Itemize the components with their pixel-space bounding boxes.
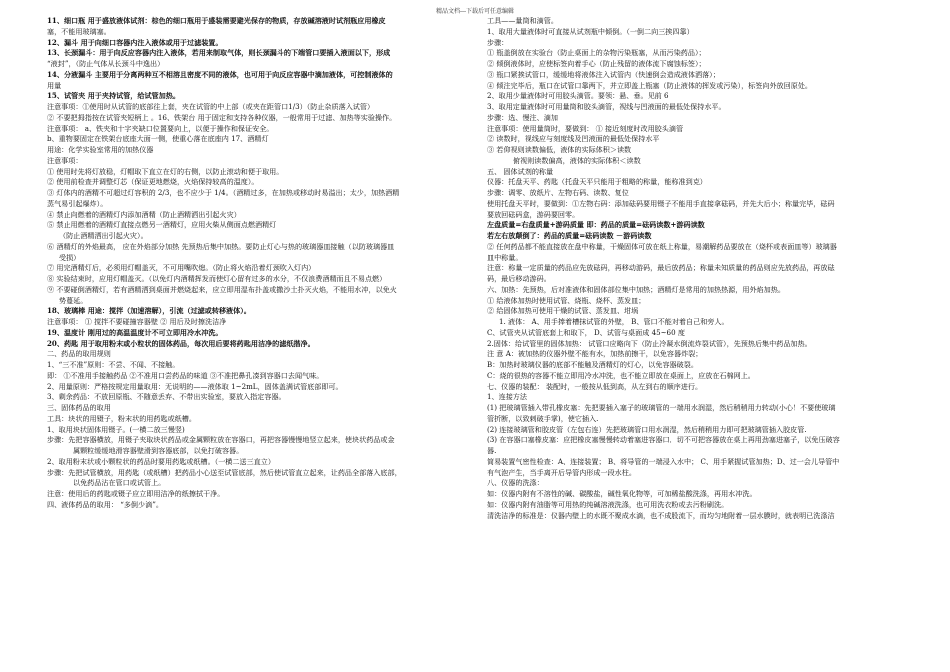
left-text-line: ④ 禁止向燃着的酒精灯内添加酒精（防止酒精洒出引起火灾） bbox=[47, 209, 241, 219]
left-text-line: 12、漏斗 用于向细口容器内注入液体或用于过滤装置。 bbox=[47, 37, 223, 47]
page-header: 精品文档---下载后可任意编辑 bbox=[435, 8, 515, 15]
right-text-line: 器. bbox=[487, 446, 497, 455]
right-text-line: C、试管夹从试管底套上和取下， D、试管与桌面成 45~60 度 bbox=[487, 327, 685, 337]
right-text-line: ② 任何药品都不能直接放在盘中称量，干燥固体可放在纸上称量，易潮解药品要放在（烧杯或表面皿等）玻璃器 bbox=[487, 241, 837, 251]
left-text-line: （防止酒精洒出引起火灾）。 bbox=[59, 231, 148, 240]
left-text-line: 注意事项：①使用时从试管的底部往上套，夹在试管的中上部（或夹在距管口1/3）（防止杂质落入试管） bbox=[47, 102, 375, 111]
right-column bbox=[487, 16, 907, 521]
right-text-line: 1、连接方法 bbox=[487, 392, 527, 402]
left-text-line: 1、“三不准”原则：不尝、不闻、不接触。 bbox=[47, 360, 180, 369]
left-text-line: 15、试管夹 用于夹持试管，给试管加热。 bbox=[47, 91, 180, 101]
left-text-line: ② 使用前检查并调整灯芯（保证更地燃烧，火焰保持较高的温度）。 bbox=[47, 177, 259, 187]
right-text-line: 注意事项：使用量筒时，要做到： ① 接近刻度时改用胶头滴管 bbox=[487, 123, 684, 133]
right-text-line: 2.固体：给试管里的固体加热： 试管口应略向下（防止冷凝水倒流炸裂试管），先预热后集中药品加热。 bbox=[487, 338, 812, 348]
left-text-line: 以免药品沾在管口或试管上。 bbox=[73, 478, 166, 488]
right-text-line: 1. 液体： A、用手捧着槽抹试管的外壁， B、管口不能对着自己和旁人。 bbox=[499, 317, 729, 326]
right-text-line: (3) 在容器口塞橡皮塞：应把橡皮塞慢慢转动着塞进容器口．切不可把容器放在桌上再用劲塞进塞子，以免压破容 bbox=[487, 435, 840, 445]
right-text-line: 俯视则读数偏高，液体的实际体积＜读数 bbox=[513, 155, 641, 165]
right-text-line: 码，最后移动游码。 bbox=[487, 274, 551, 283]
right-text-line: 2、取用少量液体时可用胶头滴管。要领：悬、垂。见前 6 bbox=[487, 91, 669, 101]
left-text-line: b、重物要固定在铁架台底座大面一侧，使重心落在底座内 17、酒精灯 bbox=[47, 134, 269, 144]
left-text-line: 13、长颈漏斗：用于向反应容器内注入液体，若用来制取气体，则长颈漏斗的下端管口要插入液面以下，形成 bbox=[47, 48, 391, 58]
right-text-line: ③ 若仰视则读数偏低，液体的实际体积＞读数 bbox=[487, 145, 632, 154]
right-text-line: 步骤：选、慢注、滴加 bbox=[487, 112, 558, 122]
right-text-line: ② 倾倒液体时，应使标签向着手心（防止残留的液体流下腐蚀标签）； bbox=[487, 59, 706, 68]
right-text-line: ④ 倾注完毕后，瓶口在试管口靠两下，并立即盖上瓶塞（防止液体的挥发或污染），标签向外放回原处。 bbox=[487, 80, 813, 90]
right-text-line: ② 读数时，视线应与刻度线及凹液面的最低处保持水平 bbox=[487, 134, 660, 144]
left-text-line: 11、细口瓶 用于盛放液体试剂：棕色的细口瓶用于盛装需要避光保存的物质，存放碱溶液时试剂瓶应用橡皮 bbox=[47, 16, 386, 25]
right-text-line: 3、取用定量液体时可用量筒和胶头滴管，视线与凹液面的最低处保持水平。 bbox=[487, 102, 726, 111]
right-text-line: B：加热时玻璃仪器的底部不能触及酒精灯的灯心，以免容器破裂。 bbox=[487, 360, 698, 369]
left-text-line: 18、玻璃棒 用途：搅拌（加速溶解），引流（过滤或转移液体）。 bbox=[47, 306, 251, 316]
right-text-line: (2) 连接玻璃管和胶皮管（左包右连）先把玻璃管口用水润湿，然后稍稍用力即可把玻璃管插入胶皮管. bbox=[487, 424, 807, 434]
right-text-line: 六、加热：先预热，后对准液体和固体部位集中加热；酒精灯是常用的加热热源，用外焰加热。 bbox=[487, 284, 785, 294]
right-text-line: 步骤： bbox=[487, 37, 509, 47]
right-text-line: 管折断，以致刺破手掌)，使它插入. bbox=[487, 413, 599, 423]
right-text-line: 有气泡产生，当手离开后导管内形成一段水柱。 bbox=[487, 467, 636, 477]
right-text-line: 步骤：调零、放纸片、左物右码、读数、复位 bbox=[487, 188, 629, 197]
right-text-line: 如：仪器内附有不溶性的碱、碳酸盐，碱性氧化物等，可加稀盐酸洗涤，再用水冲洗。 bbox=[487, 489, 757, 498]
right-text-line: 清洗洁净的标准是：仪器内壁上的水既不聚成水滴，也不成股流下，而均匀地附着一层水膜时，就表明已洗涤洁 bbox=[487, 510, 835, 520]
right-text-line: 若左右放颠倒了：药品的质量=砝码读数 －游码读数 bbox=[487, 231, 652, 240]
right-text-line: 1、取用大量液体时可直接从试剂瓶中倾倒。（一倒二向三挨四靠） bbox=[487, 26, 694, 36]
left-text-line: 四、液体药品的取用： “多倒少滴”。 bbox=[47, 499, 163, 509]
right-text-line: 五、 固体试剂的称量 bbox=[487, 166, 554, 176]
left-text-line: 三、固体药品的取用 bbox=[47, 403, 111, 412]
right-text-line: 工具——量筒和滴管。 bbox=[487, 16, 558, 25]
left-text-line: 属颗粒缓缓地滑容器壁滑到容器底部，以免打破容器。 bbox=[73, 446, 244, 455]
left-column bbox=[47, 16, 479, 511]
left-text-line: 步骤：先把容器横放，用镊子夹取块状药品或金属颗粒放在容器口，再把容器慢慢地竖立起来，使块状药品或金 bbox=[47, 435, 395, 445]
left-text-line: 1、取用块状固体用镊子。(一横二放三慢竖) bbox=[47, 424, 185, 434]
left-text-line: 3、剩余药品：不放回原瓶、不随意丢弃、不带出实验室，要放入指定容器。 bbox=[47, 392, 286, 402]
left-text-line: 受损） bbox=[59, 252, 81, 262]
left-text-line: ③ 灯体内的酒精不可超过灯容积的 2/3，也不应少于 1/4。（酒精过多，在加热或移动时易溢出；太少，加热酒精 bbox=[47, 188, 400, 197]
right-text-line: ① 给液体加热时使用试管、烧瓶、烧杯、蒸发皿； bbox=[487, 295, 646, 305]
left-text-line: ⑥ 酒精灯的外焰最高， 应在外焰部分加热 先预热后集中加热。要防止灯心与热的玻璃器皿接触（以防玻璃器皿 bbox=[47, 241, 395, 251]
right-text-line: 皿中称量。 bbox=[487, 252, 523, 262]
left-text-line: ⑨ 不要碰倒酒精灯，若有酒精洒到桌面并燃烧起来，应立即用湿布扑盖或撒沙土扑灭火焰，不能用水冲，以免火 bbox=[47, 284, 397, 294]
right-text-line: 注 意 A：被加热的仪器外壁不能有水，加热前擦干，以免容器炸裂； bbox=[487, 349, 703, 359]
left-text-line: 19、温度计 刚用过的高温温度计不可立即用冷水冲洗。 bbox=[47, 327, 223, 337]
left-text-line: ⑧ 实验结束时，应用灯帽盖灭。（以免灯内酒精挥发而使灯心留有过多的水分，不仅浪费酒精而且不易点燃） bbox=[47, 274, 387, 283]
right-text-line: 八、仪器的洗涤： bbox=[487, 478, 544, 488]
left-text-line: 蒸气易引起爆炸）。 bbox=[47, 198, 108, 208]
right-text-line: ① 瓶盖倒放在实验台（防止桌面上的杂物污染瓶塞，从而污染药品）； bbox=[487, 48, 706, 58]
left-text-line: 步骤：先把试管横放，用药匙（或纸槽）把药品小心送至试管底部，然后使试管直立起来，让药品全部落入底部， bbox=[47, 467, 402, 477]
left-text-line: 2、取用粉末状或小颗粒状的药品时要用药匙或纸槽。（一横二送三直立） bbox=[47, 456, 275, 466]
left-text-line: 20、药匙 用于取用粉末或小粒状的固体药品，每次用后要将药匙用洁净的滤纸揩净。 bbox=[47, 338, 315, 348]
right-text-line: 如：仪器内附有油脂等可用热的纯碱溶液洗涤，也可用洗衣粉或去污粉刷洗。 bbox=[487, 499, 729, 509]
left-text-line: ⑤ 禁止用燃着的酒精灯直接点燃另一酒精灯，应用火柴从侧面点燃酒精灯 bbox=[47, 220, 277, 230]
left-text-line: ② 不要把拇指按在试管夹短柄上 。16、铁架台 用于固定和支持各种仪器，一般常用于过滤、加热等实验操作。 bbox=[47, 112, 397, 122]
right-text-line: 简易装置气密性检查：A、连接装置； B、将导管的一端浸入水中； C、用手紧握试管加热；D、过一会儿导管中 bbox=[487, 456, 840, 466]
left-text-line: 注意事项： ① 搅拌不要碰撞容器壁 ② 用后及时擦洗洁净 bbox=[47, 317, 227, 326]
right-text-line: 七、仪器的装配： 装配时，一般按从低到高，从左到右的顺序进行。 bbox=[487, 381, 703, 391]
right-text-line: 仪器：托盘天平、药匙（托盘天平只能用于粗略的称量，能称准到克） bbox=[487, 177, 707, 187]
right-text-line: 要放回砝码盒，游码要回零。 bbox=[487, 209, 580, 219]
right-text-line: 左盘质量=右盘质量+游码质量 即：药品的质量=砝码读数+游码读数 bbox=[487, 220, 705, 230]
right-text-line: C：烧的很热的容器不能立即用冷水冲洗，也不能立即放在桌面上，应放在石棉网上。 bbox=[487, 370, 755, 380]
left-text-line: 14、分液漏斗 主要用于分离两种互不相溶且密度不同的液体，也可用于向反应容器中滴加液体，可控制液体的 bbox=[47, 69, 393, 79]
left-text-line: 用途：化学实验室常用的加热仪器 bbox=[47, 145, 154, 154]
left-text-line: ① 使用时先将灯放稳，灯帽取下直立在灯的右侧，以防止滚动和便于取用。 bbox=[47, 166, 284, 176]
right-text-line: 使用托盘天平时，要做到：①左物右码：添加砝码要用镊子不能用手直接拿砝码，并先大后小；称量完毕，砝码 bbox=[487, 198, 835, 208]
left-text-line: 塞，不能用玻璃塞。 bbox=[47, 26, 111, 36]
right-text-line: (1) 把玻璃管插入带孔橡皮塞：先把要插入塞子的玻璃管的一端用水润湿，然后稍稍用力转动(小心！不要使玻璃 bbox=[487, 403, 836, 412]
left-text-line: 注意事项： a、铁夹和十字夹缺口位置要向上，以便于操作和保证安全。 bbox=[47, 123, 274, 133]
right-text-line: 注意：称量一定质量的药品应先放砝码，再移动游码，最后放药品；称量未知质量的药品则应先放药品，再放砝 bbox=[487, 263, 835, 273]
right-text-line: ③ 瓶口紧挨试管口，缓缓地将液体注入试管内（快速倒会造成液体洒落）； bbox=[487, 69, 720, 79]
left-text-line: 2、用量原则：严格按规定用量取用：无说明的——液体取 1~2mL，固体盖满试管底部即可。 bbox=[47, 381, 343, 391]
left-text-line: 注意事项： bbox=[47, 155, 83, 165]
left-text-line: 注意：使用后的药匙或镊子应立即用洁净的纸擦拭干净。 bbox=[47, 489, 225, 498]
left-text-line: 二、药品的取用规则 bbox=[47, 349, 111, 359]
left-text-line: “液封”，（防止气体从长颈斗中逸出） bbox=[47, 59, 165, 68]
left-text-line: 即： ①不准用手接触药品 ②不准用口尝药品的味道 ③不准把鼻孔凑到容器口去闻气味。 bbox=[47, 370, 324, 380]
left-text-line: 用量 bbox=[47, 80, 62, 90]
right-text-line: ② 给固体加热可使用干燥的试管、蒸发皿、坩埚 bbox=[487, 306, 639, 316]
left-text-line: 势蔓延。 bbox=[59, 295, 88, 305]
left-text-line: ⑦ 用完酒精灯后，必须用灯帽盖灭，不可用嘴吹熄。（防止将火焰沿着灯颈吹入灯内） bbox=[47, 263, 316, 273]
left-text-line: 工具：块状的用镊子，粉末状的用药匙或纸槽。 bbox=[47, 413, 196, 423]
